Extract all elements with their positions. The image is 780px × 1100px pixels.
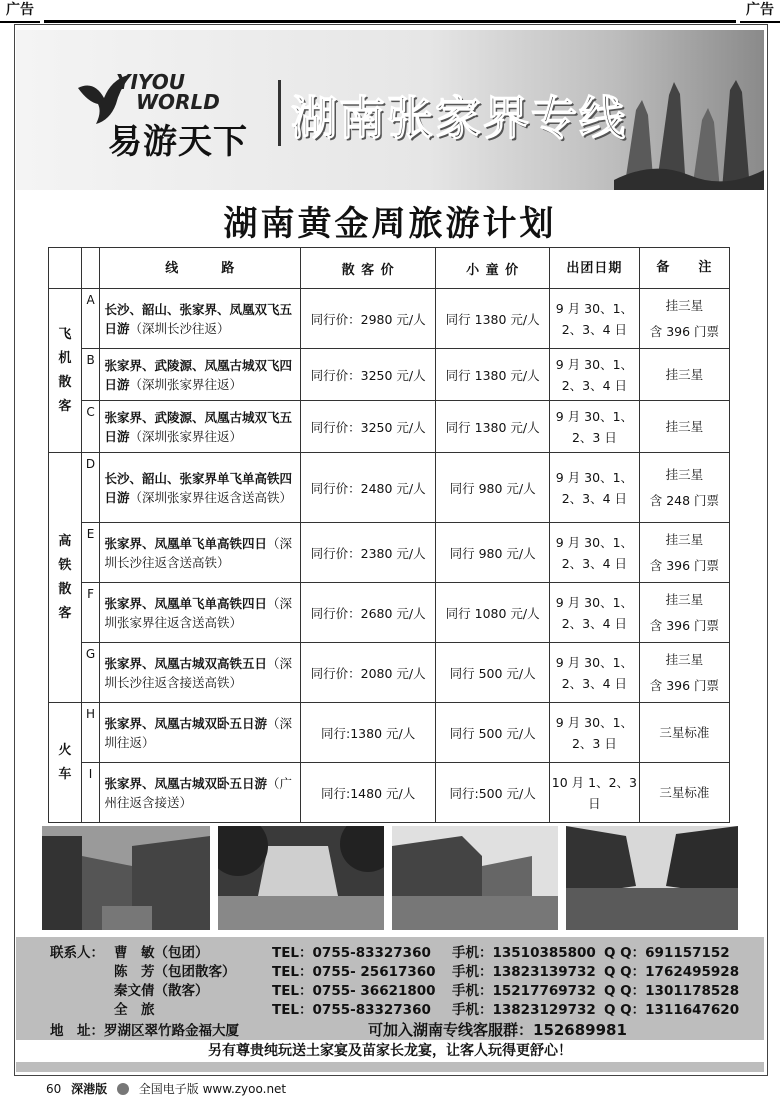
child-price: 同行 1380 元/人 (436, 401, 550, 453)
note-line-2: 含 248 门票 (649, 492, 720, 508)
category-char: 车 (58, 766, 72, 782)
note-cell (639, 643, 729, 703)
route-note: （深圳长沙往返） (129, 320, 230, 336)
departure-dates: 9 月 30、1、2、3、4 日 (549, 643, 639, 703)
category-char: 高 (58, 533, 72, 549)
category-char: 机 (58, 350, 72, 366)
schedule-table (48, 247, 730, 823)
table-row (49, 643, 730, 703)
table-row (49, 763, 730, 823)
table-header-row (49, 248, 730, 289)
contact-qq[interactable]: Q Q：691157152 (604, 945, 730, 961)
note-line-2: 含 396 门票 (649, 677, 720, 693)
route-code: D (81, 453, 100, 523)
departure-dates: 9 月 30、1、2、3、4 日 (549, 523, 639, 583)
child-price: 同行:500 元/人 (436, 763, 550, 823)
adult-price: 同行价：2480 元/人 (300, 453, 435, 523)
child-price: 同行 980 元/人 (436, 523, 550, 583)
route-note: （深圳张家界往返含送高铁） (104, 595, 292, 630)
route-note: （深圳张家界往返） (129, 376, 242, 392)
group-text: 可加入湖南专线客服群：152689981 (368, 1021, 627, 1039)
note-line-2: 含 396 门票 (649, 617, 720, 633)
plan-title: 湖南黄金周旅游计划 (223, 204, 557, 244)
category-cell (49, 289, 82, 453)
brand-chinese: 易游天下 (108, 122, 248, 162)
note-line-1: 挂三星 (665, 418, 704, 434)
address-row (16, 1019, 764, 1039)
contact-row (16, 998, 764, 1018)
table-row (49, 349, 730, 401)
contact-mobile[interactable]: 手机：15217769732 (452, 983, 596, 999)
departure-dates: 9 月 30、1、2、3 日 (549, 401, 639, 453)
note-cell (639, 703, 729, 763)
note-cell (639, 289, 729, 349)
route-code: E (81, 523, 100, 583)
route-note: （深圳往返） (104, 715, 292, 750)
route-name: 张家界、武陵源、凤凰古城双飞四日游 (104, 357, 292, 392)
child-price: 同行 1380 元/人 (436, 289, 550, 349)
note-line-1: 三星标准 (659, 724, 710, 740)
category-char: 客 (58, 398, 72, 414)
route-cell (100, 703, 300, 763)
contact-qq[interactable]: Q Q：1762495928 (604, 964, 740, 980)
note-line-2: 含 396 门票 (649, 323, 720, 339)
header-code (81, 248, 100, 289)
route-name: 张家界、武陵源、凤凰古城双飞五日游 (104, 409, 292, 444)
route-note: （深圳长沙往返含送高铁） (104, 535, 292, 570)
child-price: 同行 500 元/人 (436, 703, 550, 763)
route-cell (100, 289, 300, 349)
contact-tel[interactable]: TEL：0755- 25617360 (272, 964, 436, 980)
route-cell (100, 583, 300, 643)
contact-tel[interactable]: TEL：0755- 36621800 (272, 983, 436, 999)
route-cell (100, 401, 300, 453)
brand-english (116, 72, 220, 112)
category-char: 铁 (58, 557, 72, 573)
category-char: 火 (58, 742, 72, 758)
note-line-1: 三星标准 (659, 784, 710, 800)
note-line-1: 挂三星 (665, 591, 704, 607)
address-text: 地 址：罗湖区翠竹路金福大厦 (50, 1023, 239, 1039)
route-name: 张家界、凤凰古城双卧五日游 (104, 775, 267, 791)
route-name: 张家界、凤凰古城双高铁五日 (104, 655, 267, 671)
route-code: I (81, 763, 100, 823)
category-cell (49, 703, 82, 823)
route-code: A (81, 289, 100, 349)
header-dates: 出团日期 (549, 248, 639, 289)
route-note: （深圳张家界往返） (129, 428, 242, 444)
note-line-2: 含 396 门票 (649, 557, 720, 573)
route-name: 张家界、凤凰单飞单高铁四日 (104, 595, 267, 611)
category-char: 客 (58, 605, 72, 621)
top-rule (44, 20, 736, 23)
table-row (49, 583, 730, 643)
contact-name: 曹 敏（包团） (114, 945, 209, 961)
route-note: （广州往返含接送） (104, 775, 292, 810)
riverside-stilt-houses-photo (392, 826, 558, 930)
header-category (49, 248, 82, 289)
route-cell (100, 763, 300, 823)
category-char: 散 (58, 374, 72, 390)
note-line-1: 挂三星 (665, 466, 704, 482)
child-price: 同行 980 元/人 (436, 453, 550, 523)
contact-name: 陈 芳（包团散客） (114, 964, 236, 980)
route-code: C (81, 401, 100, 453)
header-child-price: 小 童 价 (436, 248, 550, 289)
category-char: 飞 (58, 326, 72, 342)
contact-qq[interactable]: Q Q：1301178528 (604, 983, 740, 999)
departure-dates: 10 月 1、2、3 日 (549, 763, 639, 823)
note-cell (639, 583, 729, 643)
contact-mobile[interactable]: 手机：13510385800 (452, 945, 596, 961)
line-title: 湖南张家界专线 (291, 91, 627, 145)
page-footer (46, 1080, 292, 1097)
route-name: 张家界、凤凰古城双卧五日游 (104, 715, 267, 731)
adult-price: 同行价：2380 元/人 (300, 523, 435, 583)
note-line-1: 挂三星 (665, 651, 704, 667)
banner-divider (278, 80, 281, 146)
table-row (49, 523, 730, 583)
page-number: 60 (46, 1082, 62, 1096)
note-line-1: 挂三星 (665, 531, 704, 547)
site-label[interactable]: 全国电子版 www.zyoo.net (138, 1082, 287, 1096)
photo-strip (42, 826, 738, 932)
adult-price: 同行:1480 元/人 (300, 763, 435, 823)
note-line-1: 挂三星 (665, 297, 704, 313)
note-cell (639, 523, 729, 583)
note-cell (639, 763, 729, 823)
table-row (49, 453, 730, 523)
contact-row (16, 979, 764, 999)
departure-dates: 9 月 30、1、2、3、4 日 (549, 583, 639, 643)
contact-label: 联系人： (50, 945, 104, 961)
contact-tel[interactable]: TEL：0755-83327360 (272, 1002, 431, 1018)
adult-price: 同行价：2680 元/人 (300, 583, 435, 643)
note-cell (639, 453, 729, 523)
contact-name: 秦文倩（散客） (114, 983, 209, 999)
table-row (49, 289, 730, 349)
contact-mobile[interactable]: 手机：13823139732 (452, 964, 596, 980)
category-cell (49, 453, 82, 703)
route-name: 长沙、韶山、张家界单飞单高铁四日游 (104, 470, 292, 505)
table-row (49, 703, 730, 763)
adult-price: 同行价：2980 元/人 (300, 289, 435, 349)
note-cell (639, 349, 729, 401)
route-cell (100, 349, 300, 401)
route-code: F (81, 583, 100, 643)
header-note: 备 注 (639, 248, 729, 289)
adult-price: 同行价：3250 元/人 (300, 401, 435, 453)
river-gorge-photo (566, 826, 738, 930)
route-cell (100, 453, 300, 523)
route-name: 张家界、凤凰单飞单高铁四日 (104, 535, 267, 551)
route-name: 长沙、韶山、张家界、凤凰双飞五日游 (104, 301, 292, 336)
route-code: G (81, 643, 100, 703)
table-row (49, 401, 730, 453)
edition-dot-icon (117, 1083, 129, 1095)
route-cell (100, 643, 300, 703)
header-route: 线 路 (100, 248, 300, 289)
child-price: 同行 500 元/人 (436, 643, 550, 703)
departure-dates: 9 月 30、1、2、3、4 日 (549, 453, 639, 523)
footer-slogan: 另有尊贵纯玩送土家宴及苗家长龙宴，让客人玩得更舒心！ (16, 1040, 764, 1062)
child-price: 同行 1080 元/人 (436, 583, 550, 643)
route-code: B (81, 349, 100, 401)
adult-price: 同行:1380 元/人 (300, 703, 435, 763)
brand-en-line1: YIYOU (116, 70, 185, 94)
note-line-1: 挂三星 (665, 366, 704, 382)
banner (16, 30, 764, 190)
ancient-town-photo (42, 826, 210, 930)
contact-row (16, 941, 764, 961)
departure-dates: 9 月 30、1、2、3 日 (549, 703, 639, 763)
brand-en-line2: WORLD (136, 90, 220, 114)
adult-price: 同行价：3250 元/人 (300, 349, 435, 401)
header-adult-price: 散 客 价 (300, 248, 435, 289)
ad-tag-right: 广告 (740, 0, 780, 23)
child-price: 同行 1380 元/人 (436, 349, 550, 401)
waterfall-photo (218, 826, 384, 930)
contact-qq[interactable]: Q Q：1311647620 (604, 1002, 740, 1018)
departure-dates: 9 月 30、1、2、3、4 日 (549, 349, 639, 401)
route-note: （深圳长沙往返含接送高铁） (104, 655, 292, 690)
note-cell (639, 401, 729, 453)
contact-mobile[interactable]: 手机：13823129732 (452, 1002, 596, 1018)
edition-label: 深港版 (71, 1082, 108, 1096)
contact-row (16, 960, 764, 980)
route-code: H (81, 703, 100, 763)
mountain-peaks-image (614, 70, 764, 190)
route-cell (100, 523, 300, 583)
ad-tag-left: 广告 (0, 0, 40, 23)
category-char: 散 (58, 581, 72, 597)
route-note: （深圳张家界往返含送高铁） (129, 489, 292, 505)
adult-price: 同行价：2080 元/人 (300, 643, 435, 703)
contact-tel[interactable]: TEL：0755-83327360 (272, 945, 431, 961)
departure-dates: 9 月 30、1、2、3、4 日 (549, 289, 639, 349)
contact-name: 全 旅 (114, 1002, 155, 1018)
